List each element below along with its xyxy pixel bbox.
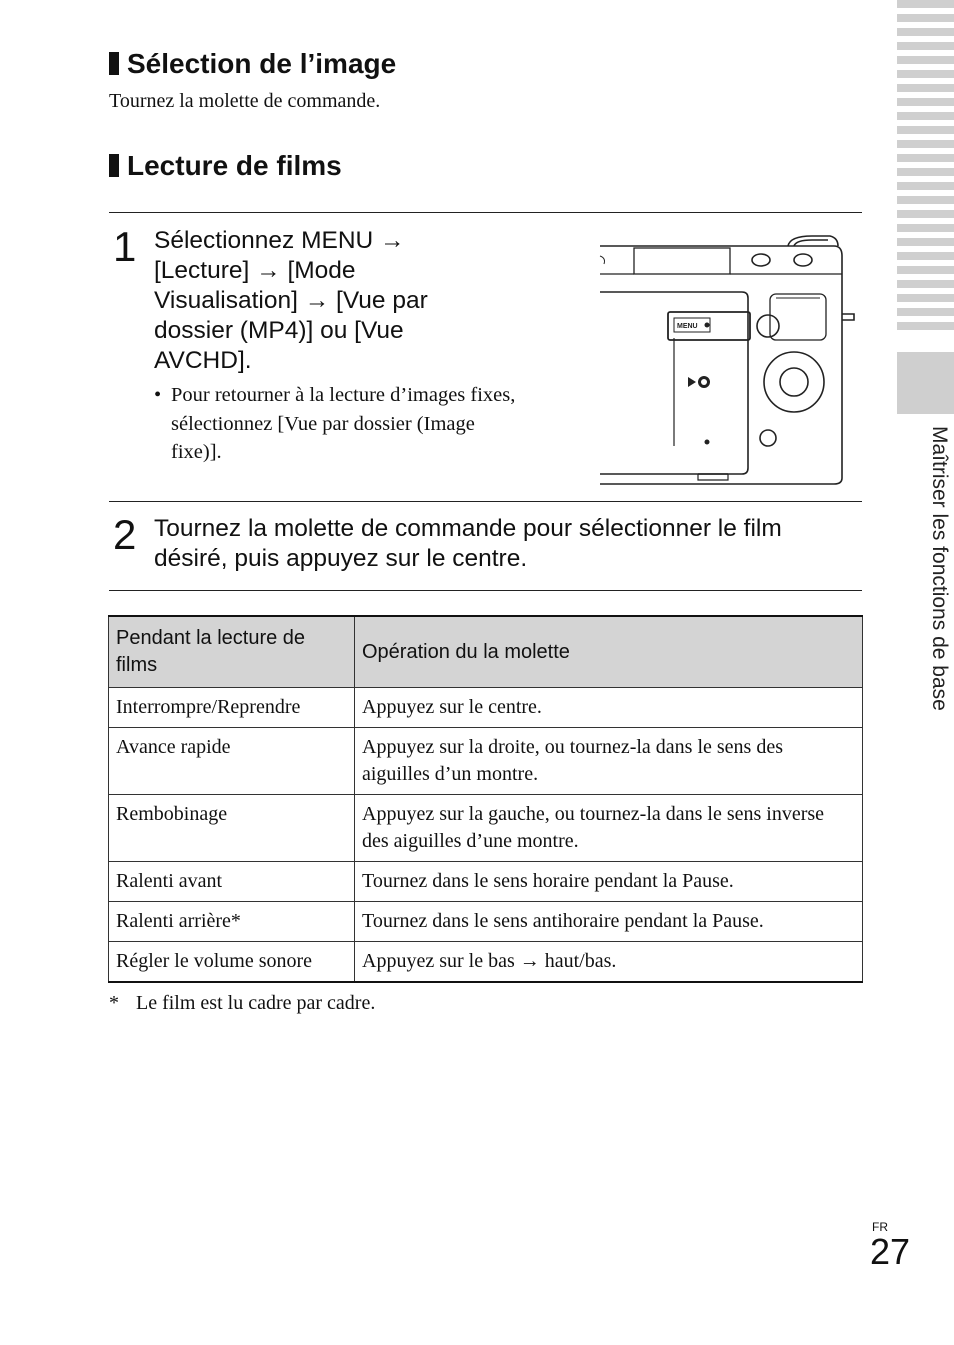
table-row [109,942,863,983]
step-line: désiré, puis appuyez sur le centre. [154,545,528,572]
note-text: Pour retourner à la lecture d’images fixes, sélectionnez [Vue par dossier (Image fixe)]. [171,384,516,463]
step-1-text [154,226,428,376]
section-marker [109,52,119,75]
divider [109,590,862,591]
table-cell: Tournez dans le sens antihoraire pendant la Pause. [355,902,863,942]
step-line: [Lecture] → [Mode [154,257,356,284]
section-text-image-selection: Tournez la molette de commande. [109,90,381,112]
step-2-text [154,514,782,574]
table-cell: Régler le volume sonore [109,942,355,983]
footnote-marker: * [109,992,119,1014]
section-title-text: Lecture de films [127,150,342,181]
side-tab [897,352,954,414]
table-header-row [109,616,863,688]
side-stripes-decoration [897,0,954,340]
sidebar-chapter-label: Maîtriser les fonctions de base [928,426,951,711]
table-row [109,688,863,728]
camera-back-illustration [598,234,860,486]
step-line: Sélectionnez MENU → [154,227,405,254]
table-cell: Appuyez sur la droite, ou tournez-la dans le sens des aiguilles d’un montre. [355,728,863,795]
section-title-text: Sélection de l’image [127,48,397,79]
table-cell: Appuyez sur le centre. [355,688,863,728]
table-row [109,862,863,902]
table-row [109,728,863,795]
page-language: FR [872,1220,888,1234]
table-row [109,902,863,942]
table-cell: Ralenti avant [109,862,355,902]
divider [109,501,862,502]
section-title-image-selection [109,48,396,80]
section-marker [109,154,119,177]
table-cell: Ralenti arrière* [109,902,355,942]
table-header-cell: Pendant la lecture de films [109,616,355,688]
step-1-note [154,381,524,467]
table-cell: Appuyez sur le bas → haut/bas. [355,942,863,983]
table-cell: Avance rapide [109,728,355,795]
table-row [109,795,863,862]
table-cell: Appuyez sur la gauche, ou tournez-la dans le sens inverse des aiguilles d’une montre. [355,795,863,862]
step-number: 2 [113,511,137,558]
page-number: 27 [870,1231,911,1272]
section-title-movie-playback [109,150,342,182]
divider [109,212,862,213]
step-line: Tournez la molette de commande pour sélectionner le film [154,515,782,542]
footnote [109,992,375,1015]
step-number: 1 [113,223,137,270]
step-line: AVCHD]. [154,347,252,374]
footnote-text: Le film est lu cadre par cadre. [136,992,376,1014]
step-line: Visualisation] → [Vue par [154,287,428,314]
dial-operations-table [108,615,863,983]
menu-label: MENU [677,323,698,330]
table-header-cell: Opération du la molette [355,616,863,688]
step-line: dossier (MP4)] ou [Vue [154,317,404,344]
bullet: • [154,384,162,406]
table-cell: Tournez dans le sens horaire pendant la Pause. [355,862,863,902]
table-cell: Rembobinage [109,795,355,862]
table-cell: Interrompre/Reprendre [109,688,355,728]
